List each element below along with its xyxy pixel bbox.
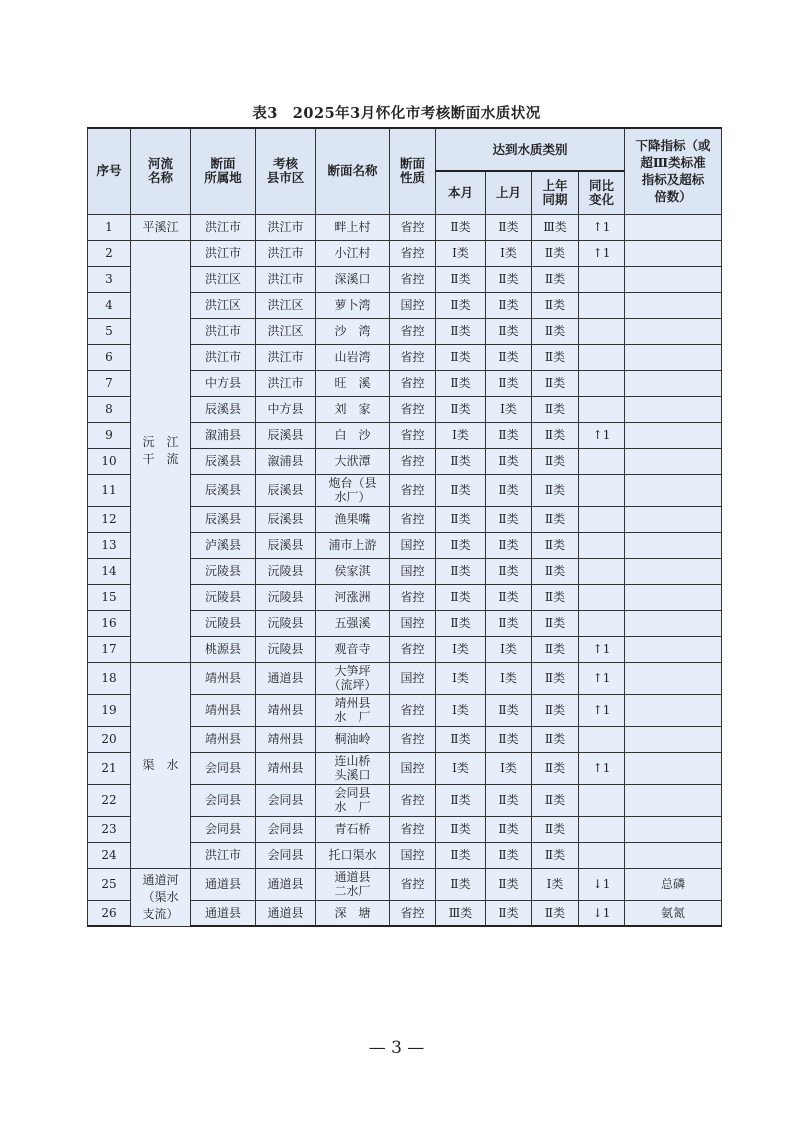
cell-section-name: 侯家淇 [316, 558, 390, 584]
cell-last-month: Ⅱ类 [486, 900, 532, 926]
col-header-river: 河流 名称 [131, 128, 191, 214]
cell-last-year: Ⅱ类 [532, 662, 579, 694]
cell-nature: 省控 [390, 784, 436, 816]
cell-section-name: 大洑潭 [316, 448, 390, 474]
water-quality-table [87, 127, 722, 927]
cell-seq: 18 [88, 662, 131, 694]
col-header-location: 断面 所属地 [191, 128, 256, 214]
page-number: — 3 — [368, 1038, 425, 1058]
cell-this-month: Ⅱ类 [436, 868, 486, 900]
cell-section-name: 五强溪 [316, 610, 390, 636]
cell-section-name: 萝卜湾 [316, 292, 390, 318]
cell-county: 洪江区 [256, 292, 316, 318]
cell-last-month: Ⅱ类 [486, 344, 532, 370]
cell-section-name: 观音寺 [316, 636, 390, 662]
cell-county: 通道县 [256, 868, 316, 900]
cell-this-month: Ⅱ类 [436, 318, 486, 344]
cell-this-month: Ⅱ类 [436, 532, 486, 558]
cell-nature: 省控 [390, 868, 436, 900]
cell-location: 溆浦县 [191, 422, 256, 448]
cell-indicator: 氨氮 [625, 900, 722, 926]
cell-indicator [625, 584, 722, 610]
cell-change [579, 784, 625, 816]
cell-location: 洪江市 [191, 842, 256, 868]
cell-nature: 省控 [390, 474, 436, 506]
cell-section-name: 大笋坪 （流坪） [316, 662, 390, 694]
cell-last-year: Ⅱ类 [532, 558, 579, 584]
cell-last-month: Ⅱ类 [486, 584, 532, 610]
cell-location: 泸溪县 [191, 532, 256, 558]
cell-change [579, 266, 625, 292]
table-body [88, 214, 722, 926]
cell-last-year: Ⅱ类 [532, 448, 579, 474]
cell-indicator [625, 726, 722, 752]
cell-seq: 24 [88, 842, 131, 868]
cell-county: 沅陵县 [256, 558, 316, 584]
cell-change [579, 610, 625, 636]
cell-last-year: Ⅰ类 [532, 868, 579, 900]
cell-last-year: Ⅱ类 [532, 726, 579, 752]
cell-location: 洪江市 [191, 318, 256, 344]
cell-last-month: Ⅱ类 [486, 448, 532, 474]
cell-seq: 21 [88, 752, 131, 784]
cell-indicator [625, 842, 722, 868]
cell-last-year: Ⅱ类 [532, 636, 579, 662]
cell-location: 会同县 [191, 816, 256, 842]
cell-this-month: Ⅰ类 [436, 752, 486, 784]
cell-section-name: 小江村 [316, 240, 390, 266]
cell-indicator [625, 266, 722, 292]
cell-change: ↑1 [579, 662, 625, 694]
cell-indicator [625, 752, 722, 784]
cell-last-month: Ⅱ类 [486, 694, 532, 726]
cell-county: 沅陵县 [256, 584, 316, 610]
cell-section-name: 炮台（县 水厂） [316, 474, 390, 506]
table-row [88, 662, 722, 694]
cell-location: 辰溪县 [191, 448, 256, 474]
cell-this-month: Ⅱ类 [436, 506, 486, 532]
cell-last-year: Ⅱ类 [532, 344, 579, 370]
cell-indicator [625, 240, 722, 266]
cell-last-year: Ⅱ类 [532, 318, 579, 344]
cell-county: 会同县 [256, 784, 316, 816]
cell-location: 洪江市 [191, 240, 256, 266]
cell-last-month: Ⅱ类 [486, 558, 532, 584]
cell-change [579, 344, 625, 370]
cell-indicator [625, 816, 722, 842]
cell-seq: 11 [88, 474, 131, 506]
cell-last-month: Ⅱ类 [486, 422, 532, 448]
cell-seq: 22 [88, 784, 131, 816]
cell-nature: 国控 [390, 532, 436, 558]
cell-this-month: Ⅱ类 [436, 370, 486, 396]
cell-change: ↑1 [579, 694, 625, 726]
cell-nature: 省控 [390, 506, 436, 532]
cell-this-month: Ⅰ类 [436, 694, 486, 726]
cell-change: ↑1 [579, 240, 625, 266]
cell-county: 洪江区 [256, 318, 316, 344]
cell-river: 平溪江 [131, 214, 191, 240]
col-header-section: 断面名称 [316, 128, 390, 214]
cell-this-month: Ⅱ类 [436, 726, 486, 752]
cell-section-name: 刘 家 [316, 396, 390, 422]
cell-last-year: Ⅱ类 [532, 784, 579, 816]
cell-last-month: Ⅱ类 [486, 842, 532, 868]
cell-this-month: Ⅱ类 [436, 344, 486, 370]
cell-county: 辰溪县 [256, 506, 316, 532]
col-header-last-year: 上年 同期 [532, 171, 579, 214]
cell-last-month: Ⅱ类 [486, 868, 532, 900]
cell-seq: 20 [88, 726, 131, 752]
cell-river: 渠 水 [131, 662, 191, 868]
col-header-nature: 断面 性质 [390, 128, 436, 214]
cell-river: 通道河 （渠水 支流） [131, 868, 191, 926]
cell-nature: 省控 [390, 900, 436, 926]
col-header-change: 同比 变化 [579, 171, 625, 214]
cell-nature: 省控 [390, 448, 436, 474]
cell-change [579, 842, 625, 868]
cell-county: 洪江市 [256, 344, 316, 370]
cell-county: 洪江市 [256, 240, 316, 266]
cell-this-month: Ⅱ类 [436, 558, 486, 584]
cell-seq: 3 [88, 266, 131, 292]
cell-this-month: Ⅱ类 [436, 474, 486, 506]
cell-seq: 25 [88, 868, 131, 900]
cell-last-month: Ⅱ类 [486, 506, 532, 532]
cell-indicator [625, 448, 722, 474]
cell-seq: 15 [88, 584, 131, 610]
col-header-this-month: 本月 [436, 171, 486, 214]
cell-indicator [625, 396, 722, 422]
cell-nature: 省控 [390, 214, 436, 240]
cell-county: 洪江市 [256, 214, 316, 240]
cell-location: 靖州县 [191, 694, 256, 726]
table-title: 表3 2025年3月怀化市考核断面水质状况 [252, 105, 541, 122]
cell-change [579, 396, 625, 422]
cell-county: 辰溪县 [256, 532, 316, 558]
cell-change: ↑1 [579, 422, 625, 448]
cell-county: 会同县 [256, 816, 316, 842]
cell-section-name: 托口渠水 [316, 842, 390, 868]
cell-seq: 23 [88, 816, 131, 842]
cell-section-name: 青石桥 [316, 816, 390, 842]
cell-section-name: 深 塘 [316, 900, 390, 926]
cell-location: 靖州县 [191, 662, 256, 694]
cell-section-name: 浦市上游 [316, 532, 390, 558]
cell-seq: 19 [88, 694, 131, 726]
cell-nature: 省控 [390, 344, 436, 370]
cell-last-year: Ⅱ类 [532, 292, 579, 318]
cell-last-month: Ⅰ类 [486, 240, 532, 266]
cell-county: 会同县 [256, 842, 316, 868]
cell-nature: 省控 [390, 266, 436, 292]
cell-location: 沅陵县 [191, 558, 256, 584]
cell-last-year: Ⅱ类 [532, 532, 579, 558]
col-header-seq: 序号 [88, 128, 131, 214]
cell-section-name: 畔上村 [316, 214, 390, 240]
cell-last-year: Ⅱ类 [532, 266, 579, 292]
cell-nature: 国控 [390, 752, 436, 784]
cell-location: 洪江区 [191, 266, 256, 292]
cell-nature: 国控 [390, 292, 436, 318]
cell-this-month: Ⅱ类 [436, 784, 486, 816]
cell-seq: 16 [88, 610, 131, 636]
col-header-last-month: 上月 [486, 171, 532, 214]
cell-this-month: Ⅱ类 [436, 610, 486, 636]
table-row [88, 214, 722, 240]
cell-change [579, 292, 625, 318]
cell-seq: 5 [88, 318, 131, 344]
cell-indicator [625, 636, 722, 662]
cell-last-year: Ⅲ类 [532, 214, 579, 240]
cell-change [579, 448, 625, 474]
cell-this-month: Ⅱ类 [436, 396, 486, 422]
cell-last-year: Ⅱ类 [532, 474, 579, 506]
cell-last-year: Ⅱ类 [532, 584, 579, 610]
cell-this-month: Ⅱ类 [436, 842, 486, 868]
cell-county: 通道县 [256, 900, 316, 926]
cell-indicator [625, 474, 722, 506]
cell-seq: 7 [88, 370, 131, 396]
cell-section-name: 连山桥 头溪口 [316, 752, 390, 784]
cell-change: ↑1 [579, 214, 625, 240]
cell-change [579, 726, 625, 752]
cell-change [579, 318, 625, 344]
cell-seq: 17 [88, 636, 131, 662]
cell-nature: 国控 [390, 662, 436, 694]
cell-change [579, 532, 625, 558]
cell-location: 通道县 [191, 868, 256, 900]
cell-location: 洪江市 [191, 214, 256, 240]
cell-last-year: Ⅱ类 [532, 752, 579, 784]
cell-nature: 国控 [390, 610, 436, 636]
cell-section-name: 渔果嘴 [316, 506, 390, 532]
cell-indicator [625, 558, 722, 584]
cell-last-year: Ⅱ类 [532, 370, 579, 396]
cell-change: ↑1 [579, 752, 625, 784]
cell-county: 辰溪县 [256, 422, 316, 448]
cell-indicator [625, 694, 722, 726]
cell-seq: 1 [88, 214, 131, 240]
cell-county: 洪江市 [256, 266, 316, 292]
cell-nature: 省控 [390, 370, 436, 396]
cell-last-year: Ⅱ类 [532, 506, 579, 532]
cell-last-month: Ⅱ类 [486, 610, 532, 636]
cell-this-month: Ⅰ类 [436, 240, 486, 266]
cell-this-month: Ⅰ类 [436, 636, 486, 662]
cell-seq: 12 [88, 506, 131, 532]
cell-section-name: 河涨洲 [316, 584, 390, 610]
cell-change [579, 370, 625, 396]
cell-location: 会同县 [191, 784, 256, 816]
cell-last-month: Ⅱ类 [486, 318, 532, 344]
cell-seq: 4 [88, 292, 131, 318]
cell-change [579, 558, 625, 584]
cell-this-month: Ⅱ类 [436, 292, 486, 318]
cell-last-year: Ⅱ类 [532, 422, 579, 448]
cell-seq: 26 [88, 900, 131, 926]
cell-section-name: 山岩湾 [316, 344, 390, 370]
cell-section-name: 会同县 水 厂 [316, 784, 390, 816]
cell-indicator [625, 318, 722, 344]
cell-change [579, 474, 625, 506]
cell-seq: 8 [88, 396, 131, 422]
cell-location: 辰溪县 [191, 396, 256, 422]
cell-section-name: 桐油岭 [316, 726, 390, 752]
cell-location: 中方县 [191, 370, 256, 396]
cell-section-name: 深溪口 [316, 266, 390, 292]
cell-seq: 6 [88, 344, 131, 370]
cell-last-month: Ⅰ类 [486, 752, 532, 784]
cell-indicator [625, 422, 722, 448]
cell-change [579, 816, 625, 842]
cell-this-month: Ⅱ类 [436, 816, 486, 842]
cell-location: 通道县 [191, 900, 256, 926]
cell-location: 洪江市 [191, 344, 256, 370]
cell-last-month: Ⅱ类 [486, 370, 532, 396]
cell-section-name: 旺 溪 [316, 370, 390, 396]
cell-nature: 省控 [390, 816, 436, 842]
cell-last-month: Ⅱ类 [486, 816, 532, 842]
cell-last-year: Ⅱ类 [532, 900, 579, 926]
cell-county: 沅陵县 [256, 636, 316, 662]
cell-county: 靖州县 [256, 726, 316, 752]
cell-section-name: 白 沙 [316, 422, 390, 448]
cell-last-month: Ⅱ类 [486, 784, 532, 816]
cell-county: 辰溪县 [256, 474, 316, 506]
cell-nature: 省控 [390, 422, 436, 448]
cell-last-year: Ⅱ类 [532, 842, 579, 868]
cell-seq: 10 [88, 448, 131, 474]
cell-indicator [625, 662, 722, 694]
cell-nature: 省控 [390, 396, 436, 422]
cell-change [579, 584, 625, 610]
cell-this-month: Ⅲ类 [436, 900, 486, 926]
cell-last-month: Ⅱ类 [486, 474, 532, 506]
cell-nature: 国控 [390, 842, 436, 868]
cell-change: ↑1 [579, 636, 625, 662]
cell-this-month: Ⅱ类 [436, 214, 486, 240]
cell-county: 中方县 [256, 396, 316, 422]
cell-location: 沅陵县 [191, 610, 256, 636]
cell-this-month: Ⅱ类 [436, 448, 486, 474]
cell-change: ↓1 [579, 900, 625, 926]
cell-last-month: Ⅱ类 [486, 726, 532, 752]
cell-river: 沅 江 干 流 [131, 240, 191, 662]
cell-location: 沅陵县 [191, 584, 256, 610]
cell-location: 洪江区 [191, 292, 256, 318]
cell-indicator [625, 610, 722, 636]
cell-county: 靖州县 [256, 752, 316, 784]
cell-section-name: 靖州县 水 厂 [316, 694, 390, 726]
cell-indicator [625, 506, 722, 532]
cell-indicator [625, 344, 722, 370]
cell-last-year: Ⅱ类 [532, 240, 579, 266]
cell-indicator [625, 214, 722, 240]
cell-indicator [625, 532, 722, 558]
cell-last-month: Ⅱ类 [486, 266, 532, 292]
cell-last-month: Ⅰ类 [486, 396, 532, 422]
cell-change [579, 506, 625, 532]
cell-this-month: Ⅱ类 [436, 584, 486, 610]
cell-seq: 13 [88, 532, 131, 558]
cell-section-name: 通道县 二水厂 [316, 868, 390, 900]
cell-last-year: Ⅱ类 [532, 396, 579, 422]
cell-location: 辰溪县 [191, 474, 256, 506]
cell-nature: 省控 [390, 636, 436, 662]
cell-indicator [625, 784, 722, 816]
cell-last-month: Ⅱ类 [486, 532, 532, 558]
cell-last-month: Ⅰ类 [486, 636, 532, 662]
cell-this-month: Ⅰ类 [436, 422, 486, 448]
cell-nature: 省控 [390, 726, 436, 752]
cell-county: 靖州县 [256, 694, 316, 726]
cell-indicator: 总磷 [625, 868, 722, 900]
cell-location: 桃源县 [191, 636, 256, 662]
cell-last-month: Ⅱ类 [486, 214, 532, 240]
cell-county: 洪江市 [256, 370, 316, 396]
cell-county: 溆浦县 [256, 448, 316, 474]
table-row [88, 240, 722, 266]
col-header-indicator: 下降指标（或 超Ⅲ类标准 指标及超标 倍数） [625, 128, 722, 214]
cell-last-year: Ⅱ类 [532, 694, 579, 726]
col-header-category: 达到水质类别 [436, 128, 625, 171]
col-header-county: 考核 县市区 [256, 128, 316, 214]
cell-nature: 国控 [390, 558, 436, 584]
cell-section-name: 沙 湾 [316, 318, 390, 344]
cell-nature: 省控 [390, 318, 436, 344]
cell-nature: 省控 [390, 584, 436, 610]
cell-nature: 省控 [390, 240, 436, 266]
cell-this-month: Ⅱ类 [436, 266, 486, 292]
cell-location: 辰溪县 [191, 506, 256, 532]
cell-county: 通道县 [256, 662, 316, 694]
cell-last-month: Ⅱ类 [486, 292, 532, 318]
cell-last-year: Ⅱ类 [532, 816, 579, 842]
cell-location: 靖州县 [191, 726, 256, 752]
cell-nature: 省控 [390, 694, 436, 726]
cell-seq: 14 [88, 558, 131, 584]
cell-this-month: Ⅰ类 [436, 662, 486, 694]
cell-seq: 2 [88, 240, 131, 266]
cell-location: 会同县 [191, 752, 256, 784]
cell-last-month: Ⅰ类 [486, 662, 532, 694]
cell-county: 沅陵县 [256, 610, 316, 636]
cell-change: ↓1 [579, 868, 625, 900]
cell-indicator [625, 292, 722, 318]
table-row [88, 868, 722, 900]
cell-seq: 9 [88, 422, 131, 448]
cell-indicator [625, 370, 722, 396]
cell-last-year: Ⅱ类 [532, 610, 579, 636]
